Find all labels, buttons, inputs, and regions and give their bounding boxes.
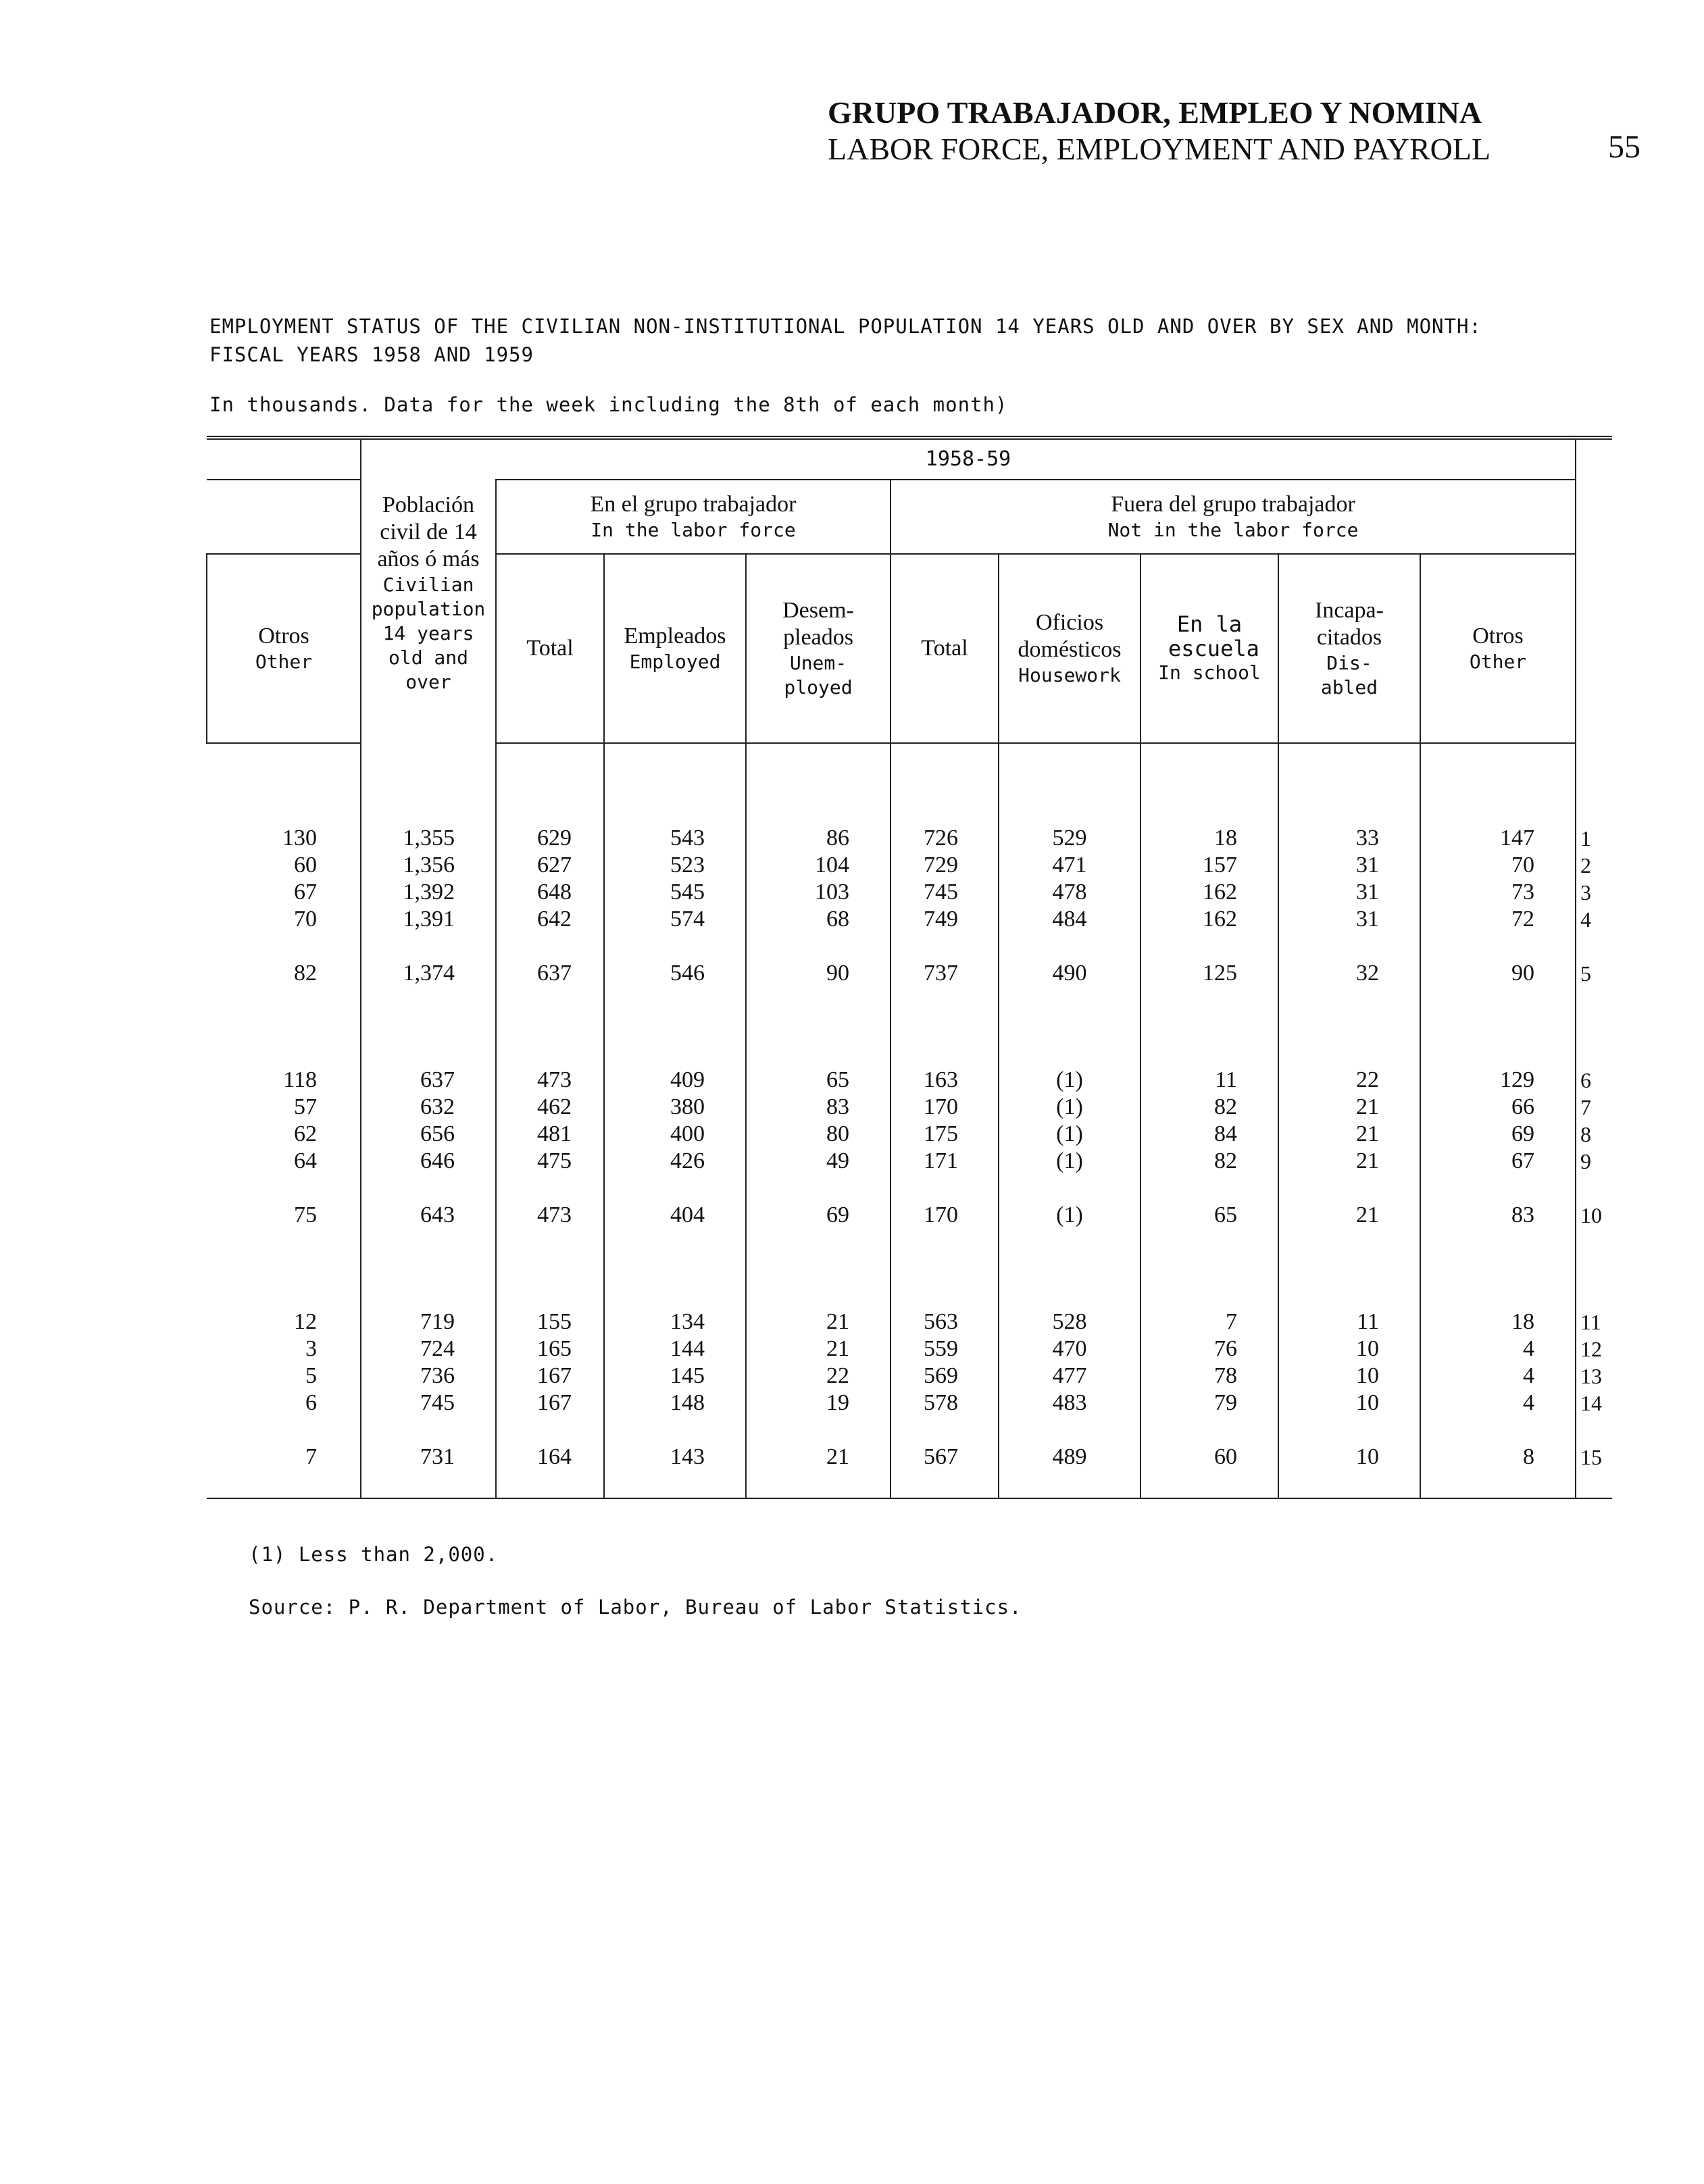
cell-total: 637	[496, 960, 604, 987]
cell-emp: 546	[604, 960, 746, 987]
cell-pob: 731	[361, 1444, 496, 1471]
table-row	[207, 1363, 1612, 1390]
cell-house: 529	[999, 825, 1141, 852]
cell-school: 125	[1141, 960, 1278, 987]
cell-dis: 21	[1278, 1148, 1420, 1175]
cell-otros: 3	[207, 1336, 361, 1363]
cell-dis: 31	[1278, 879, 1420, 906]
cell-pob: 1,391	[361, 906, 496, 933]
cell-emp: 426	[604, 1148, 746, 1175]
cell-other: 67	[1420, 1148, 1576, 1175]
cell-line: 1	[1580, 826, 1592, 850]
col-total-not-labor	[891, 554, 999, 743]
cell-dis: 31	[1278, 852, 1420, 879]
cell-line: 5	[1580, 961, 1592, 986]
cell-unemp: 22	[746, 1363, 891, 1390]
cell-total2: 175	[891, 1121, 999, 1148]
cell-pob: 745	[361, 1390, 496, 1417]
cell-emp: 574	[604, 906, 746, 933]
table-row	[207, 879, 1612, 906]
cell-house: 528	[999, 1309, 1141, 1336]
col-disabled-es: Incapa-citados	[1315, 598, 1384, 650]
cell-school: 84	[1141, 1121, 1278, 1148]
cell-pob: 643	[361, 1202, 496, 1229]
cell-total2: 559	[891, 1336, 999, 1363]
cell-emp: 143	[604, 1444, 746, 1471]
col-other-es: Otros	[1472, 624, 1524, 649]
cell-total: 627	[496, 852, 604, 879]
table-row	[207, 825, 1612, 852]
table-row	[207, 960, 1612, 987]
cell-house: (1)	[999, 1148, 1141, 1175]
cell-line: 12	[1580, 1337, 1603, 1361]
cell-emp: 523	[604, 852, 746, 879]
col-housework-es: Oficios domésticos	[1018, 610, 1122, 662]
col-total-not-labor-label: Total	[921, 636, 968, 661]
col-group-not-labor-force	[891, 480, 1576, 554]
cell-pob: 632	[361, 1094, 496, 1121]
cell-total2: 567	[891, 1444, 999, 1471]
table-title-line1: EMPLOYMENT STATUS OF THE CIVILIAN NON-INSTITUTIONAL POPULATION 14 YEARS OLD AND OVER BY SEX AND MONTH:	[209, 315, 1482, 338]
cell-total: 642	[496, 906, 604, 933]
cell-dis: 21	[1278, 1202, 1420, 1229]
cell-other: 4	[1420, 1363, 1576, 1390]
cell-emp: 545	[604, 879, 746, 906]
cell-house: 483	[999, 1390, 1141, 1417]
source-note: Source: P. R. Department of Labor, Bureau of Labor Statistics.	[249, 1596, 1022, 1619]
cell-pob: 1,392	[361, 879, 496, 906]
cell-total: 648	[496, 879, 604, 906]
cell-total: 165	[496, 1336, 604, 1363]
cell-school: 82	[1141, 1148, 1278, 1175]
cell-emp: 409	[604, 1067, 746, 1094]
cell-line: 11	[1580, 1310, 1601, 1334]
cell-total: 481	[496, 1121, 604, 1148]
cell-unemp: 83	[746, 1094, 891, 1121]
cell-dis: 11	[1278, 1309, 1420, 1336]
cell-emp: 543	[604, 825, 746, 852]
cell-unemp: 86	[746, 825, 891, 852]
cell-emp: 144	[604, 1336, 746, 1363]
cell-other: 83	[1420, 1202, 1576, 1229]
col-poblacion-es: Población civil de 14 años ó más	[377, 492, 480, 572]
cell-line: 8	[1580, 1122, 1592, 1146]
cell-line: 13	[1580, 1364, 1603, 1388]
cell-total2: 749	[891, 906, 999, 933]
cell-line: 10	[1580, 1203, 1603, 1227]
cell-unemp: 49	[746, 1148, 891, 1175]
cell-unemp: 103	[746, 879, 891, 906]
col-unemployed	[746, 554, 891, 743]
table-row	[207, 1309, 1612, 1336]
cell-emp: 134	[604, 1309, 746, 1336]
col-poblacion	[361, 480, 496, 743]
cell-other: 90	[1420, 960, 1576, 987]
cell-house: 484	[999, 906, 1141, 933]
col-other-en: Other	[1469, 651, 1527, 673]
cell-otros: 75	[207, 1202, 361, 1229]
cell-otros: 6	[207, 1390, 361, 1417]
cell-school: 162	[1141, 879, 1278, 906]
cell-school: 60	[1141, 1444, 1278, 1471]
cell-otros: 67	[207, 879, 361, 906]
cell-pob: 724	[361, 1336, 496, 1363]
cell-emp: 148	[604, 1390, 746, 1417]
col-school	[1141, 554, 1278, 743]
cell-line: 14	[1580, 1391, 1603, 1415]
cell-other: 72	[1420, 906, 1576, 933]
col-school-es: En la escuela	[1168, 611, 1259, 661]
col-employed	[604, 554, 746, 743]
col-group-notlabor-es: Fuera del grupo trabajador	[1111, 492, 1355, 517]
cell-total2: 569	[891, 1363, 999, 1390]
cell-emp: 400	[604, 1121, 746, 1148]
col-group-labor-es: En el grupo trabajador	[590, 492, 797, 517]
cell-total2: 163	[891, 1067, 999, 1094]
cell-dis: 10	[1278, 1336, 1420, 1363]
table-row	[207, 1336, 1612, 1363]
cell-school: 82	[1141, 1094, 1278, 1121]
col-unemployed-es: Desem-pleados	[782, 598, 854, 650]
table-body	[207, 743, 1612, 1498]
cell-pob: 719	[361, 1309, 496, 1336]
cell-house: (1)	[999, 1067, 1141, 1094]
cell-pob: 1,374	[361, 960, 496, 987]
cell-school: 79	[1141, 1390, 1278, 1417]
cell-otros: 62	[207, 1121, 361, 1148]
cell-otros: 60	[207, 852, 361, 879]
col-unemployed-en: Unem-ployed	[784, 652, 853, 699]
table-title-line2: FISCAL YEARS 1958 AND 1959	[209, 343, 534, 366]
cell-total: 475	[496, 1148, 604, 1175]
table-row	[207, 1067, 1612, 1094]
col-housework	[999, 554, 1141, 743]
header-title-spanish: GRUPO TRABAJADOR, EMPLEO Y NOMINA	[828, 95, 1482, 130]
cell-school: 18	[1141, 825, 1278, 852]
col-other	[1420, 554, 1576, 743]
cell-total2: 170	[891, 1202, 999, 1229]
table-row	[207, 1444, 1612, 1471]
table-row	[207, 1390, 1612, 1417]
table-row	[207, 1121, 1612, 1148]
cell-school: 11	[1141, 1067, 1278, 1094]
cell-school: 76	[1141, 1336, 1278, 1363]
cell-school: 157	[1141, 852, 1278, 879]
footnote-1: (1) Less than 2,000.	[249, 1543, 499, 1566]
cell-total: 167	[496, 1390, 604, 1417]
col-otros	[207, 554, 361, 743]
page-number: 55	[1608, 129, 1640, 165]
cell-other: 18	[1420, 1309, 1576, 1336]
cell-total2: 578	[891, 1390, 999, 1417]
cell-other: 73	[1420, 879, 1576, 906]
cell-unemp: 21	[746, 1444, 891, 1471]
cell-emp: 145	[604, 1363, 746, 1390]
table-row	[207, 1148, 1612, 1175]
cell-pob: 646	[361, 1148, 496, 1175]
cell-total2: 726	[891, 825, 999, 852]
cell-dis: 33	[1278, 825, 1420, 852]
col-disabled-en: Dis-abled	[1320, 652, 1378, 699]
cell-school: 162	[1141, 906, 1278, 933]
cell-unemp: 80	[746, 1121, 891, 1148]
cell-dis: 21	[1278, 1094, 1420, 1121]
cell-otros: 70	[207, 906, 361, 933]
table-row	[207, 906, 1612, 933]
cell-otros: 7	[207, 1444, 361, 1471]
cell-otros: 118	[207, 1067, 361, 1094]
cell-other: 4	[1420, 1336, 1576, 1363]
cell-house: (1)	[999, 1121, 1141, 1148]
cell-total: 164	[496, 1444, 604, 1471]
cell-otros: 12	[207, 1309, 361, 1336]
cell-line: 3	[1580, 880, 1592, 905]
col-employed-es: Empleados	[624, 624, 726, 649]
cell-line: 4	[1580, 907, 1592, 932]
cell-house: 470	[999, 1336, 1141, 1363]
cell-otros: 57	[207, 1094, 361, 1121]
cell-total2: 737	[891, 960, 999, 987]
cell-house: (1)	[999, 1202, 1141, 1229]
cell-total2: 171	[891, 1148, 999, 1175]
table-row	[207, 1094, 1612, 1121]
cell-otros: 82	[207, 960, 361, 987]
cell-total: 473	[496, 1202, 604, 1229]
col-school-en: In school	[1158, 661, 1261, 684]
cell-unemp: 19	[746, 1390, 891, 1417]
table-row	[207, 852, 1612, 879]
cell-unemp: 65	[746, 1067, 891, 1094]
cell-pob: 1,355	[361, 825, 496, 852]
cell-dis: 32	[1278, 960, 1420, 987]
table-title	[209, 312, 1482, 369]
col-housework-en: Housework	[1018, 664, 1121, 686]
cell-total2: 745	[891, 879, 999, 906]
cell-otros: 130	[207, 825, 361, 852]
table-row	[207, 1202, 1612, 1229]
cell-dis: 10	[1278, 1390, 1420, 1417]
table-units-note: In thousands. Data for the week including the 8th of each month)	[209, 393, 1008, 416]
period-header: 1958-59	[361, 438, 1576, 480]
cell-dis: 31	[1278, 906, 1420, 933]
cell-otros: 5	[207, 1363, 361, 1390]
page-header	[828, 95, 1490, 168]
col-group-labor-en: In the labor force	[591, 519, 796, 541]
cell-school: 7	[1141, 1309, 1278, 1336]
cell-line: 15	[1580, 1445, 1603, 1469]
col-group-labor-force	[496, 480, 891, 554]
cell-unemp: 90	[746, 960, 891, 987]
cell-line: 9	[1580, 1149, 1592, 1173]
cell-house: 490	[999, 960, 1141, 987]
cell-dis: 10	[1278, 1363, 1420, 1390]
cell-pob: 637	[361, 1067, 496, 1094]
col-group-notlabor-en: Not in the labor force	[1107, 519, 1359, 541]
cell-total: 167	[496, 1363, 604, 1390]
cell-emp: 380	[604, 1094, 746, 1121]
cell-house: 489	[999, 1444, 1141, 1471]
footnotes	[249, 1540, 1022, 1621]
cell-school: 65	[1141, 1202, 1278, 1229]
cell-school: 78	[1141, 1363, 1278, 1390]
cell-pob: 656	[361, 1121, 496, 1148]
cell-unemp: 104	[746, 852, 891, 879]
cell-dis: 22	[1278, 1067, 1420, 1094]
col-total-labor-label: Total	[526, 636, 574, 661]
col-poblacion-en: Civilian population 14 years old and over	[371, 574, 486, 693]
cell-total2: 170	[891, 1094, 999, 1121]
cell-house: (1)	[999, 1094, 1141, 1121]
cell-line: 6	[1580, 1068, 1592, 1092]
col-otros-en: Other	[255, 651, 313, 673]
cell-other: 4	[1420, 1390, 1576, 1417]
employment-table	[206, 436, 1611, 1500]
cell-pob: 1,356	[361, 852, 496, 879]
cell-other: 70	[1420, 852, 1576, 879]
cell-total: 473	[496, 1067, 604, 1094]
col-total-labor	[496, 554, 604, 743]
cell-dis: 21	[1278, 1121, 1420, 1148]
cell-unemp: 68	[746, 906, 891, 933]
cell-total2: 729	[891, 852, 999, 879]
cell-house: 471	[999, 852, 1141, 879]
col-otros-es: Otros	[258, 624, 309, 649]
cell-total: 629	[496, 825, 604, 852]
cell-total2: 563	[891, 1309, 999, 1336]
cell-otros: 64	[207, 1148, 361, 1175]
col-disabled	[1278, 554, 1420, 743]
cell-other: 129	[1420, 1067, 1576, 1094]
cell-other: 147	[1420, 825, 1576, 852]
cell-unemp: 21	[746, 1309, 891, 1336]
cell-unemp: 69	[746, 1202, 891, 1229]
cell-line: 7	[1580, 1095, 1592, 1119]
cell-total: 155	[496, 1309, 604, 1336]
cell-house: 477	[999, 1363, 1141, 1390]
cell-other: 69	[1420, 1121, 1576, 1148]
cell-total: 462	[496, 1094, 604, 1121]
cell-emp: 404	[604, 1202, 746, 1229]
cell-house: 478	[999, 879, 1141, 906]
cell-other: 8	[1420, 1444, 1576, 1471]
cell-other: 66	[1420, 1094, 1576, 1121]
cell-pob: 736	[361, 1363, 496, 1390]
cell-unemp: 21	[746, 1336, 891, 1363]
col-employed-en: Employed	[629, 651, 721, 673]
cell-dis: 10	[1278, 1444, 1420, 1471]
header-title-english: LABOR FORCE, EMPLOYMENT AND PAYROLL	[828, 132, 1491, 166]
cell-line: 2	[1580, 853, 1592, 878]
